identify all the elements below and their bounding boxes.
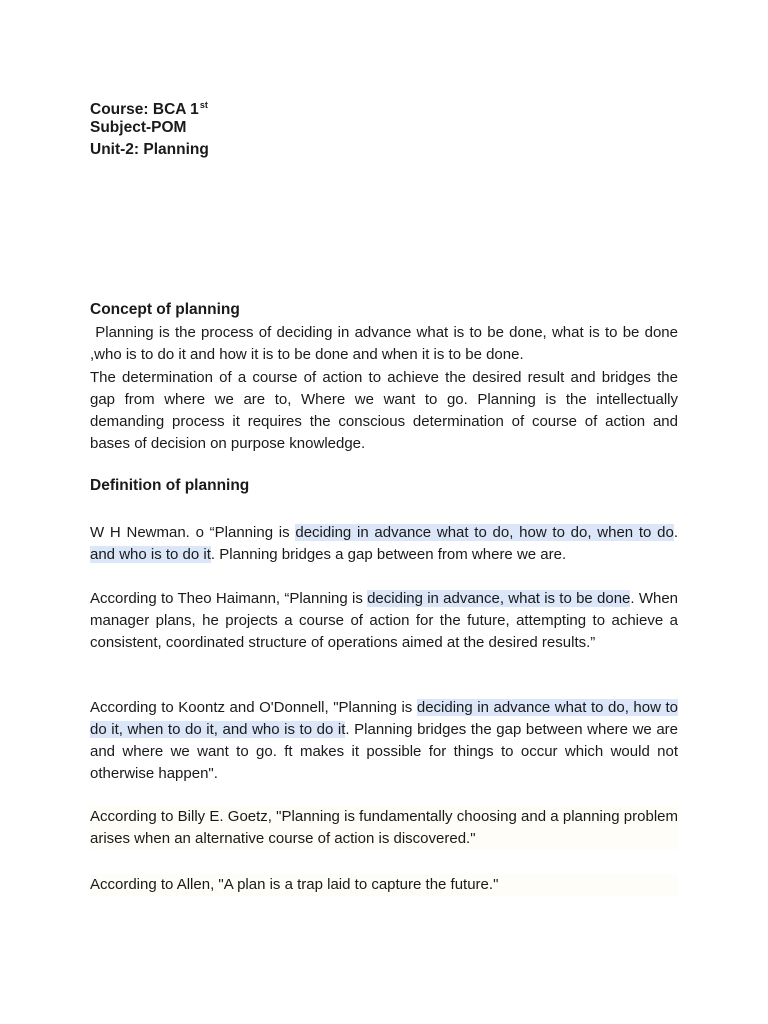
haimann-text-b: . When manager plans, he projects a course of action for the future, attempting to achieve a consistent, coordinated structure of operations aimed at the desired results.” xyxy=(90,590,678,651)
concept-paragraph-1: Planning is the process of deciding in advance what is to be done, what is to be done ,who is to do it and how it is to be done and when it is to be done. xyxy=(90,324,683,363)
newman-highlight-2: and who is to do it xyxy=(90,546,211,563)
course-text: Course: BCA 1 xyxy=(90,101,199,118)
koontz-text-a: According to Koontz and O'Donnell, "Planning is xyxy=(90,699,417,716)
koontz-text-b: . Planning bridges the gap between where we are and where we want to go. ft makes it possible for things to occur which would not otherwise happen". xyxy=(90,721,678,782)
subject-line: Subject-POM xyxy=(90,119,187,136)
newman-highlight-1: deciding in advance what to do, how to do, when to do xyxy=(295,524,674,541)
concept-paragraph-2: The determination of a course of action to achieve the desired result and bridges the gap from where we are to, Where we want to go. Planning is the intellectually demanding process it requires the conscious determination of course of action and bases of decision on purpose knowledge. xyxy=(90,369,678,452)
concept-heading: Concept of planning xyxy=(90,301,240,318)
definition-heading: Definition of planning xyxy=(90,477,250,494)
course-superscript: st xyxy=(199,100,208,110)
newman-text-c: . Planning bridges a gap between from where we are. xyxy=(210,546,567,563)
goetz-definition: According to Billy E. Goetz, "Planning is fundamentally choosing and a planning problem arises when an alternative course of action is discovered." xyxy=(90,806,678,850)
unit-line: Unit-2: Planning xyxy=(90,141,209,158)
haimann-text-a: According to Theo Haimann, “Planning is xyxy=(90,590,368,607)
allen-definition: According to Allen, "A plan is a trap laid to capture the future." xyxy=(90,874,678,896)
koontz-highlight: deciding in advance what to do, how to do it, when to do it, and who is to do it xyxy=(90,699,679,738)
newman-text-a: W H Newman. o “Planning is xyxy=(90,524,296,541)
koontz-definition xyxy=(90,697,678,785)
haimann-highlight: deciding in advance, what is to be done xyxy=(367,590,631,607)
newman-text-b: . xyxy=(673,524,678,541)
haimann-definition xyxy=(90,588,678,654)
newman-definition xyxy=(90,522,678,566)
